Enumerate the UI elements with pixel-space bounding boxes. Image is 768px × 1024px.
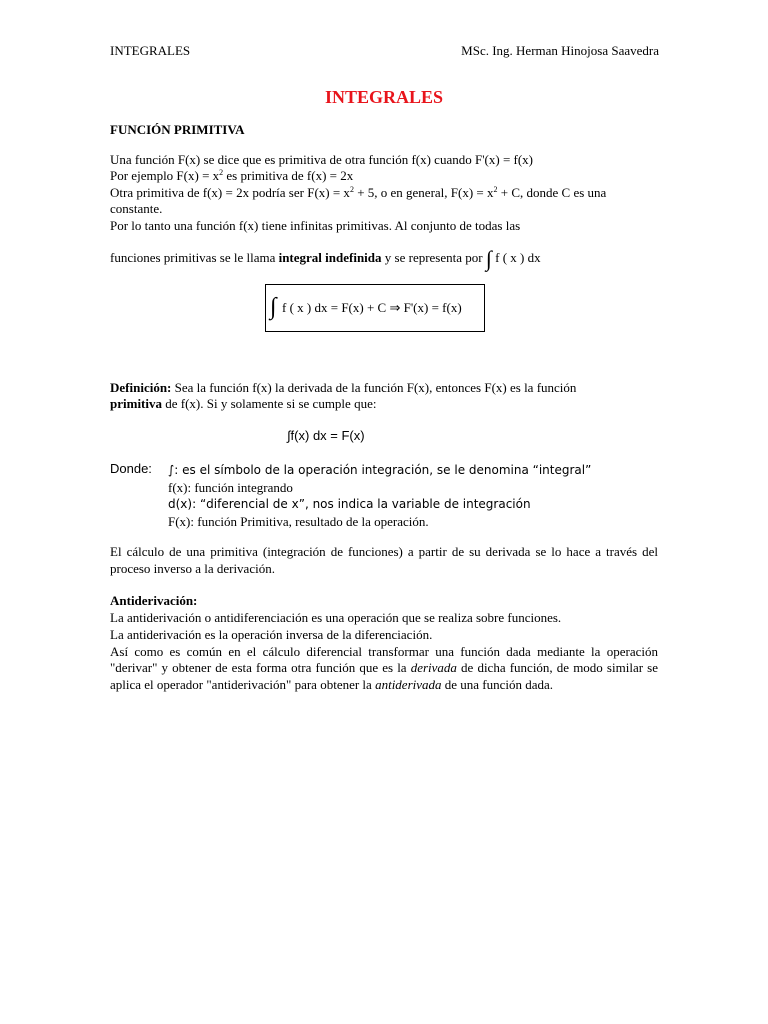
calculo-paragraph: El cálculo de una primitiva (integración de funciones) a partir de su derivada se lo hace a través del proceso inverso a la derivación. bbox=[110, 544, 658, 576]
definicion-label: Definición: bbox=[110, 380, 172, 395]
donde-list bbox=[168, 461, 591, 530]
donde-item: ∫: es el símbolo de la operación integración, se le denomina “integral” bbox=[168, 463, 592, 477]
text-line: Por lo tanto una función f(x) tiene infinitas primitivas. Al conjunto de todas las bbox=[110, 217, 521, 233]
header-left: INTEGRALES bbox=[110, 43, 191, 58]
text-line: Una función F(x) se dice que es primitiva de otra función f(x) cuando F'(x) = f(x) bbox=[110, 152, 534, 167]
integral-symbol: ∫ bbox=[485, 246, 492, 271]
donde-item: d(x): “diferencial de x”, nos indica la variable de integración bbox=[168, 497, 531, 511]
donde-label: Donde: bbox=[110, 461, 152, 476]
antiderivacion-paragraph: La antiderivación o antidiferenciación es una operación que se realiza sobre funciones. La antiderivación es la operación inversa de la diferenciación. Así como es común en el cálculo diferencial transformar una función dada mediante la operación "derivar" y obtener de esta forma otra función que es la derivada de dicha función, de modo similar se aplica el operador "antiderivación" para obtener la antiderivada de una función dada. bbox=[110, 610, 658, 693]
page-title: INTEGRALES bbox=[324, 87, 444, 107]
section-heading-funcion-primitiva: FUNCIÓN PRIMITIVA bbox=[110, 122, 245, 137]
header-right: MSc. Ing. Herman Hinojosa Saavedra bbox=[461, 43, 659, 58]
text-line: Otra primitiva de f(x) = 2x podría ser $F(x) = x^2 + 5$, o en general, $F(x) = x^2 + C$, donde C es una bbox=[110, 184, 607, 200]
formula-text: f ( x ) dx = F(x) + C ⇒ F'(x) = f(x) bbox=[282, 300, 462, 315]
section1-paragraph bbox=[110, 152, 658, 234]
definicion-paragraph: Definición: Sea la función f(x) la derivada de la función F(x), entonces F(x) es la función primitiva de f(x). Si y solamente si se cumple que: bbox=[110, 380, 577, 412]
text-line-integral-indefinida: funciones primitivas se le llama integral indefinida y se representa por ∫ f ( x ) dx bbox=[110, 246, 541, 271]
formula-box: ∫ f ( x ) dx = F(x) + C ⇒ F'(x) = f(x) bbox=[265, 284, 485, 332]
section-heading-antiderivacion: Antiderivación: bbox=[110, 593, 198, 608]
text-line: Por ejemplo $F(x) = x^2$ es primitiva de f(x) = 2x bbox=[110, 168, 354, 184]
donde-item: F(x): función Primitiva, resultado de la operación. bbox=[168, 514, 429, 529]
definition-formula: ∫f(x) dx = F(x) bbox=[287, 428, 365, 443]
donde-item: f(x): función integrando bbox=[168, 480, 293, 495]
bold-term: integral indefinida bbox=[278, 250, 382, 265]
text-line: constante. bbox=[110, 201, 163, 217]
